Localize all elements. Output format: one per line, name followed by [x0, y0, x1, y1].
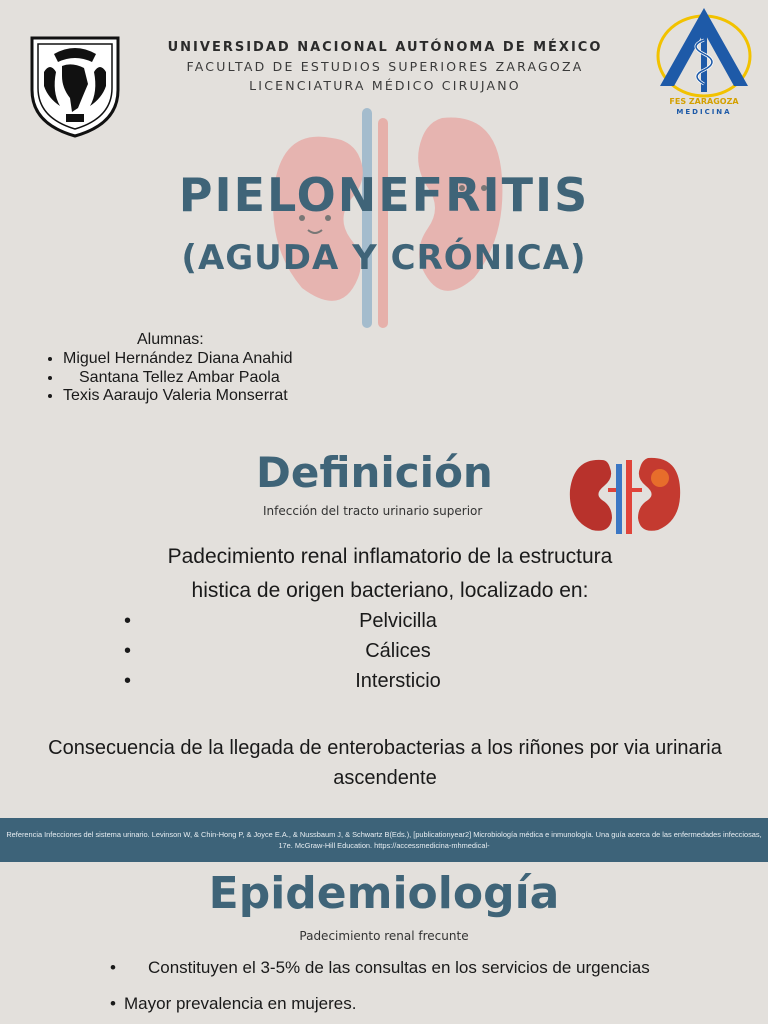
- epidemiology-list: [110, 956, 650, 1014]
- students-label: Alumnas:: [137, 331, 204, 348]
- students-list: [30, 350, 292, 406]
- list-item: • Mayor prevalencia en mujeres.: [110, 994, 650, 1014]
- definition-heading: Definición: [256, 448, 493, 497]
- student-name: • Santana Tellez Ambar Paola: [63, 369, 292, 388]
- list-item: • Pelvicilla: [118, 606, 638, 636]
- reference-banner: [0, 818, 768, 862]
- page-title: PIELONEFRITIS: [178, 168, 590, 222]
- list-item: • Cálices: [118, 636, 638, 666]
- program-name: LICENCIATURA MÉDICO CIRUJANO: [249, 78, 521, 93]
- svg-text:FES ZARAGOZA: FES ZARAGOZA: [669, 97, 739, 106]
- fes-zaragoza-medicina-logo: [652, 6, 756, 118]
- faculty-name: FACULTAD DE ESTUDIOS SUPERIORES ZARAGOZA: [186, 59, 584, 74]
- definition-subheading: Infección del tracto urinario superior: [263, 504, 483, 518]
- student-name: • Texis Aaraujo Valeria Monserrat: [63, 387, 292, 406]
- location-list: [118, 606, 638, 696]
- epidemiology-subheading: Padecimiento renal frecunte: [299, 929, 469, 943]
- unam-shield-logo: [26, 32, 124, 138]
- epidemiology-heading: Epidemiología: [208, 868, 560, 919]
- student-name: • Miguel Hernández Diana Anahid: [63, 350, 292, 369]
- definition-text: Padecimiento renal inflamatorio de la estructura histica de origen bacteriano, localizado en:: [167, 545, 613, 602]
- institution-header: [150, 40, 620, 97]
- consequence-text: Consecuencia de la llegada de enterobacterias a los riñones por via urinaria ascendente: [48, 737, 722, 789]
- svg-text:MEDICINA: MEDICINA: [676, 108, 732, 116]
- page-subtitle: (AGUDA Y CRÓNICA): [181, 238, 587, 278]
- reference-text: Referencia Infecciones del sistema urinario. Levinson W, & Chin-Hong P, & Joyce E.A., & Nussbaum J, & Schwartz B(Eds.), [publicationyear2] Microbiología médica e inmunología. Una guía acerca de las enfermedades infecciosas, 17e. McGraw-Hill Education. https://accessmedicina-mhmedical-: [6, 830, 762, 850]
- kidney-icon: [568, 454, 682, 534]
- list-item: • Intersticio: [118, 666, 638, 696]
- university-name: UNIVERSIDAD NACIONAL AUTÓNOMA DE MÉXICO: [167, 40, 603, 55]
- list-item: • Constituyen el 3-5% de las consultas en los servicios de urgencias: [110, 956, 650, 980]
